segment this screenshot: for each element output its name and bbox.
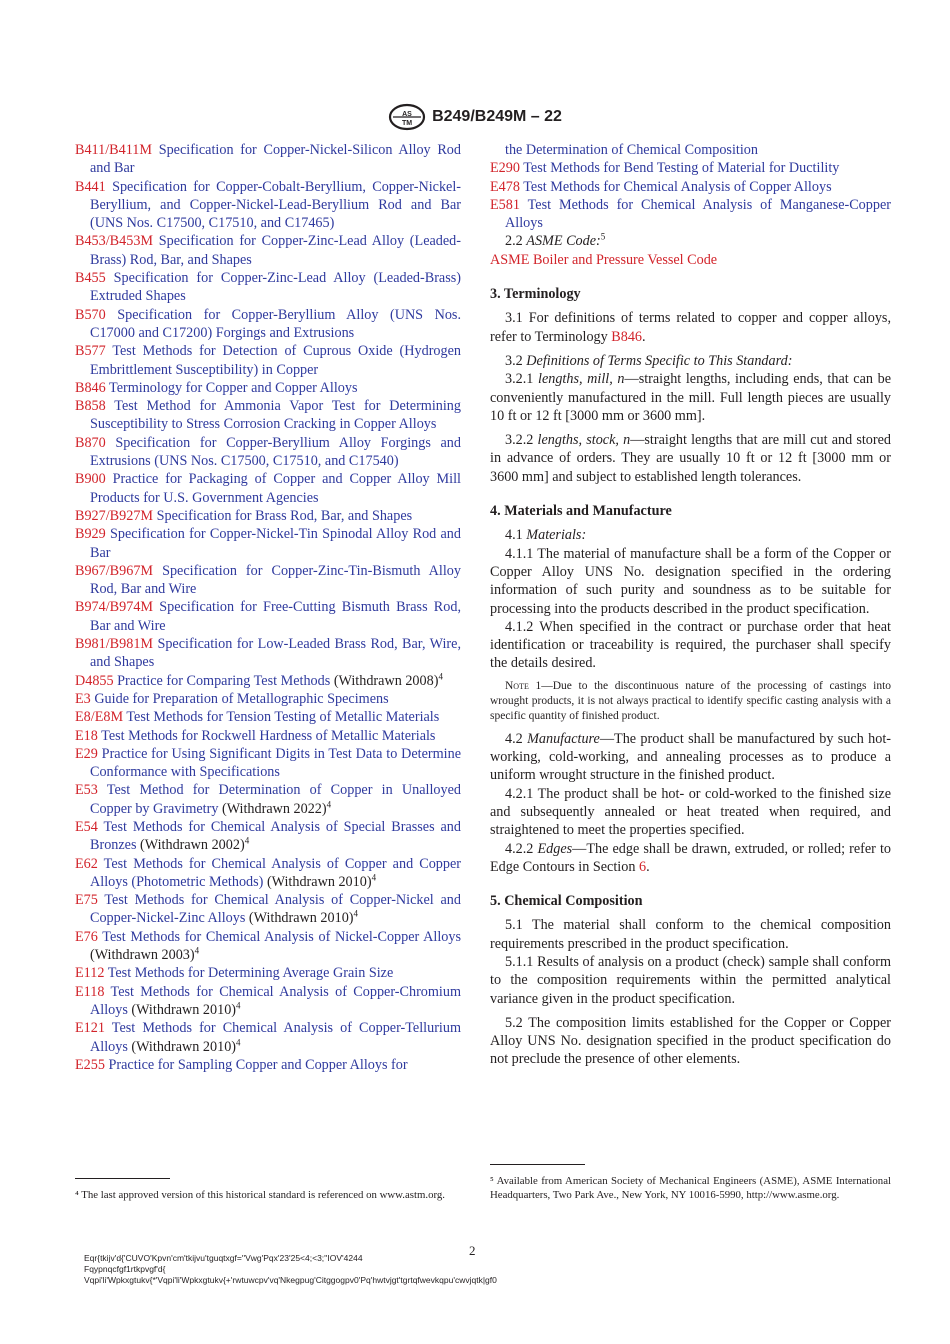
withdrawn-note: (Withdrawn 2003) [90, 947, 195, 964]
reference-title[interactable]: Test Method for Ammonia Vapor Test for Determining Susceptibility to Stress Corrosion Cracking in Copper Alloys [90, 398, 461, 433]
reference-code-link[interactable]: B858 [75, 398, 106, 415]
reference-title[interactable]: Terminology for Copper and Copper Alloys [105, 379, 358, 396]
withdrawn-note: (Withdrawn 2022) [218, 800, 327, 817]
paragraph-3-2-2: 3.2.2 lengths, stock, n—straight lengths that are mill cut and stored in advance of orders. They are usually 10 ft or 12 ft [3000 mm or 3600 mm] and subject to established length tolerances. [490, 432, 892, 485]
reference-item[interactable] [75, 470, 461, 507]
reference-title[interactable]: Test Methods for Chemical Analysis of Copper-Chromium Alloys [90, 983, 461, 1018]
section-5-heading: 5. Chemical Composition [490, 893, 643, 910]
reference-title[interactable]: Test Methods for Chemical Analysis of Copper-Nickel and Copper-Nickel-Zinc Alloys [90, 892, 461, 927]
reference-title[interactable]: Guide for Preparation of Metallographic Specimens [90, 690, 389, 707]
reference-item[interactable] [75, 928, 461, 965]
asme-reference[interactable]: ASME Boiler and Pressure Vessel Code [490, 251, 718, 268]
reference-list-right [490, 159, 891, 232]
footnote-mark: 4 [326, 798, 332, 809]
reference-title[interactable]: Specification for Copper-Nickel-Silicon Alloy Rod and Bar [90, 142, 461, 177]
reference-item[interactable] [75, 672, 461, 690]
footnote-5: ⁵ Available from American Society of Mechanical Engineers (ASME), ASME International Headquarters, Two Park Ave., New York, NY 10016-5990, http://www.asme.org. [490, 1175, 891, 1201]
reference-title[interactable]: Specification for Free-Cutting Bismuth Brass Rod, Bar and Wire [90, 599, 461, 634]
reference-title[interactable]: Practice for Sampling Copper and Copper Alloys for [104, 1056, 408, 1073]
paragraph-4-1-2: 4.1.2 When specified in the contract or purchase order that heat identification or traceability is required, the purchaser shall specify the details desired. [490, 618, 891, 672]
reference-code-link[interactable]: E290 [490, 160, 520, 177]
reference-item[interactable] [75, 745, 461, 782]
paragraph-4-2: 4.2 Manufacture—The product shall be manufactured by such hot-working, cold-working, and annealing processes as to produce a uniform wrought structure in the finished product. [490, 730, 892, 784]
reference-item[interactable] [75, 964, 461, 982]
paragraph-5-1-1: 5.1.1 Results of analysis on a product (check) sample shall conform to the composition requirements within the permitted analytical variance given in the product specification. [490, 953, 891, 1007]
b846-link[interactable]: B846 [611, 328, 643, 345]
license-stamp: Eqr{tkijv'd{'CUVO'Kpvn'cm'tkijvu'tguqtxgf=''Vwg'Pqx'23'25<4;<3;''IOV'4244 Fqypnqcfgf1rtkpvgf'd{ Vqpi'li'Wpkxgtukv{*'Vqpi'li'Wpkxgtukv{+'rwtuwcpv'vq'Nkegpug'Citggogpv0'Pq'hwtvjgt'tgrtqfwevkqpu'cwvjqtk|gf0 [84, 1253, 497, 1285]
withdrawn-note: (Withdrawn 2010) [245, 910, 354, 927]
reference-code-link[interactable]: E118 [75, 983, 105, 1000]
paragraph-4-2-1: 4.2.1 The product shall be hot- or cold-worked to the finished size and subsequently annealed or heat treated when required, and straightened to meet the properties specified. [490, 785, 891, 839]
reference-code-link[interactable]: B927/B927M [75, 507, 154, 524]
reference-code-link[interactable]: E54 [75, 818, 98, 835]
footnote-divider-left [75, 1178, 170, 1179]
reference-title[interactable]: Specification for Copper-Cobalt-Beryllium, Copper-Nickel-Beryllium, and Copper-Nickel-Lead-Beryllium Rod and Bar (UNS Nos. C17500, C17510, and C17465) [90, 178, 461, 232]
reference-code-link[interactable]: B455 [75, 270, 106, 287]
reference-item[interactable] [75, 397, 461, 434]
paragraph-5-2: 5.2 The composition limits established for the Copper or Copper Alloy UNS No. designation specified in the product specification do not preclude the presence of other elements. [490, 1014, 891, 1068]
footnote-mark: 4 [353, 908, 359, 919]
reference-title[interactable]: Test Methods for Bend Testing of Material for Ductility [519, 160, 840, 177]
reference-item[interactable] [75, 855, 461, 892]
reference-code-link[interactable]: B577 [75, 343, 106, 360]
reference-title[interactable]: Test Methods for Chemical Analysis of Special Brasses and Bronzes [90, 818, 461, 854]
reference-title[interactable]: Test Methods for Chemical Analysis of Copper and Copper Alloys (Photometric Methods) [90, 855, 461, 890]
paragraph-5-1: 5.1 The material shall conform to the chemical composition requirements prescribed in the product specification. [490, 917, 891, 952]
page-number: 2 [469, 1243, 476, 1258]
section-4-heading: 4. Materials and Manufacture [490, 503, 672, 520]
reference-code-link[interactable]: B453/B453M [75, 233, 154, 250]
reference-code-link[interactable]: B974/B974M [75, 599, 154, 616]
reference-item[interactable] [490, 159, 891, 177]
paragraph-4-1: 4.1 Materials: [505, 527, 587, 544]
left-column [75, 141, 461, 1074]
reference-code-link[interactable]: E581 [490, 196, 520, 213]
reference-title[interactable]: Specification for Copper-Nickel-Tin Spinodal Alloy Rod and Bar [90, 526, 461, 561]
reference-title[interactable]: Test Methods for Chemical Analysis of Copper Alloys [519, 178, 832, 195]
note-1: Note 1—Due to the discontinuous nature of the processing of castings into wrought products, it is not always practical to identify specific casting analysis with a specific quantity of finished product. [490, 679, 892, 722]
reference-title[interactable]: Practice for Using Significant Digits in Test Data to Determine Conformance with Specifications [90, 745, 461, 781]
reference-item[interactable] [75, 379, 461, 397]
reference-code-link[interactable]: E29 [75, 745, 98, 762]
reference-item[interactable] [490, 196, 891, 233]
asme-code-paragraph: 2.2 ASME Code:$^5$ [505, 231, 606, 250]
reference-item[interactable] [490, 178, 891, 196]
reference-title[interactable]: Specification for Copper-Beryllium Alloy (UNS Nos. C17000 and C17200) Forgings and Extrusions [90, 306, 461, 341]
reference-item[interactable] [75, 818, 461, 855]
reference-item[interactable] [75, 708, 461, 726]
paragraph-3-2-1: 3.2.1 lengths, mill, n—straight lengths, including ends, that can be conveniently manufactured in the mill. Full length pieces are usually 10 ft or 12 ft [3000 mm or 3600 mm]. [490, 371, 891, 424]
withdrawn-note: (Withdrawn 2010) [127, 1001, 237, 1018]
reference-code-link[interactable]: B981/B981M [75, 636, 154, 653]
svg-text:TM: TM [402, 120, 413, 127]
reference-code-link[interactable]: E112 [75, 965, 105, 982]
withdrawn-note: (Withdrawn 2002) [136, 837, 245, 854]
reference-title[interactable]: Specification for Low-Leaded Brass Rod, Bar, Wire, and Shapes [90, 636, 461, 671]
reference-title[interactable]: Specification for Copper-Zinc-Lead Alloy (Leaded-Brass) Rod, Bar, and Shapes [90, 233, 461, 268]
reference-title[interactable]: Specification for Copper-Beryllium Alloy Forgings and Extrusions (UNS Nos. C17500, C17510, and C17540) [90, 434, 461, 470]
reference-item[interactable] [75, 342, 461, 379]
right-column [490, 141, 891, 1069]
reference-item[interactable] [75, 562, 461, 599]
footnote-mark: 4 [438, 670, 443, 681]
reference-item[interactable] [75, 525, 461, 562]
reference-code-link[interactable]: B411/B411M [75, 142, 152, 158]
footnote-mark: 4 [244, 835, 250, 846]
reference-code-link[interactable]: E8/E8M [75, 709, 124, 726]
reference-title[interactable]: Test Methods for Rockwell Hardness of Metallic Materials [97, 727, 436, 744]
reference-code-link[interactable]: E18 [75, 727, 98, 744]
reference-code-link[interactable]: E76 [75, 928, 98, 945]
reference-title[interactable]: Test Methods for Chemical Analysis of Manganese-Copper Alloys [505, 196, 891, 232]
reference-code-link[interactable]: B441 [75, 178, 106, 195]
reference-item[interactable] [75, 269, 461, 306]
reference-code-link[interactable]: E478 [490, 178, 520, 195]
astm-logo-icon [388, 103, 426, 131]
reference-title[interactable]: Specification for Brass Rod, Bar, and Shapes [153, 507, 413, 524]
footnote-mark: 4 [371, 872, 377, 883]
paragraph-4-1-1: 4.1.1 The material of manufacture shall be a form of the Copper or Copper Alloy UNS No. designation specified in the ordering information of such purity and soundness as to be suitable for processing into the products described in the product specification. [490, 545, 891, 617]
footnote-mark: 4 [236, 1036, 241, 1047]
reference-title[interactable]: Test Methods for Chemical Analysis of Nickel-Copper Alloys [97, 928, 461, 945]
reference-code-link[interactable]: E121 [75, 1020, 105, 1037]
reference-code-link[interactable]: B846 [75, 379, 106, 396]
reference-code-link[interactable]: D4855 [75, 672, 114, 689]
reference-item[interactable] [75, 232, 461, 269]
standard-designation: B249/B249M – 22 [432, 108, 562, 125]
withdrawn-note: (Withdrawn 2008) [330, 672, 439, 689]
withdrawn-note: (Withdrawn 2010) [127, 1038, 237, 1055]
section-6-link[interactable]: 6 [638, 858, 647, 875]
reference-title[interactable]: Test Method for Determination of Copper in Unalloyed Copper by Gravimetry [90, 782, 461, 817]
reference-item[interactable] [75, 141, 461, 178]
paragraph-3-2: 3.2 Definitions of Terms Specific to This Standard: [505, 352, 793, 369]
reference-continuation[interactable]: the Determination of Chemical Composition [505, 142, 758, 158]
reference-code-link[interactable]: E62 [75, 855, 98, 872]
reference-code-link[interactable]: B929 [75, 526, 106, 543]
reference-title[interactable]: Test Methods for Determining Average Grain Size [104, 965, 394, 982]
reference-item[interactable] [75, 507, 461, 525]
reference-code-link[interactable]: B870 [75, 434, 106, 451]
svg-text:AS: AS [402, 111, 412, 118]
reference-item[interactable] [75, 781, 461, 818]
withdrawn-note: (Withdrawn 2010) [263, 873, 372, 890]
reference-title[interactable]: Test Methods for Detection of Cuprous Oxide (Hydrogen Embrittlement Susceptibility) in Copper [90, 343, 461, 378]
paragraph-3-1: 3.1 For definitions of terms related to copper and copper alloys, refer to Terminology B846. [490, 310, 891, 345]
footnote-mark: 4 [194, 945, 200, 956]
paragraph-4-2-2: 4.2.2 Edges—The edge shall be drawn, extruded, or rolled; refer to Edge Contours in Section 6. [490, 840, 891, 875]
reference-title[interactable]: Specification for Copper-Zinc-Tin-Bismuth Alloy Rod, Bar and Wire [90, 562, 461, 598]
reference-code-link[interactable]: E255 [75, 1056, 105, 1073]
footnote-mark: 4 [236, 1000, 241, 1011]
reference-code-link[interactable]: B967/B967M [75, 562, 154, 579]
reference-title[interactable]: Practice for Comparing Test Methods [113, 672, 331, 689]
reference-item[interactable] [75, 891, 461, 928]
reference-item[interactable] [75, 727, 461, 745]
reference-item[interactable] [75, 1056, 461, 1074]
reference-title[interactable]: Test Methods for Tension Testing of Metallic Materials [123, 709, 440, 726]
reference-title[interactable]: Specification for Copper-Zinc-Lead Alloy (Leaded-Brass) Extruded Shapes [90, 270, 461, 305]
footnote-divider-right [490, 1164, 585, 1165]
reference-title[interactable]: Practice for Packaging of Copper and Copper Alloy Mill Products for U.S. Government Agencies [90, 471, 461, 506]
reference-item[interactable] [75, 983, 461, 1020]
footnote-4: ⁴ The last approved version of this historical standard is referenced on www.astm.org. [75, 1189, 445, 1201]
reference-title[interactable]: Test Methods for Chemical Analysis of Copper-Tellurium Alloys [90, 1020, 461, 1055]
reference-code-link[interactable]: B900 [75, 471, 106, 488]
section-3-heading: 3. Terminology [490, 286, 581, 303]
page-header [0, 103, 950, 131]
reference-code-link[interactable]: E75 [75, 892, 98, 909]
reference-item[interactable] [75, 178, 461, 233]
reference-item[interactable] [75, 434, 461, 471]
reference-code-link[interactable]: E3 [75, 690, 91, 707]
reference-item[interactable] [75, 690, 461, 708]
reference-code-link[interactable]: E53 [75, 782, 98, 799]
reference-item[interactable] [75, 306, 461, 343]
reference-code-link[interactable]: B570 [75, 306, 106, 323]
reference-item[interactable] [75, 635, 461, 672]
reference-item[interactable] [75, 1019, 461, 1056]
reference-item[interactable] [75, 598, 461, 635]
